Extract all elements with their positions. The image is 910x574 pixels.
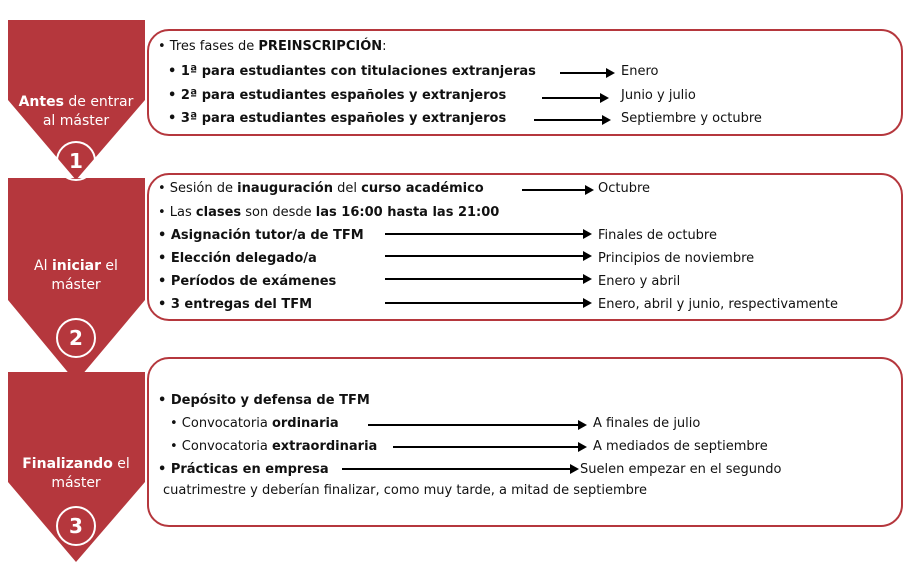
stage-1-label bbox=[16, 93, 136, 131]
stage-3-line-3-target: A mediados de septiembre bbox=[593, 439, 768, 454]
stage-1-line-4-target: Septiembre y octubre bbox=[621, 111, 762, 126]
stage-2-line-3 bbox=[158, 227, 364, 245]
arrow-stage-3-line-3 bbox=[393, 446, 580, 448]
stage-1-line-3 bbox=[168, 87, 506, 105]
stage-2-line-6 bbox=[158, 296, 312, 314]
text-run: clases bbox=[195, 205, 242, 220]
stage-2-label bbox=[16, 257, 136, 295]
text-run: • 3ª para estudiantes españoles y extranjeros bbox=[168, 111, 507, 126]
stage-2-line-4-target: Principios de noviembre bbox=[598, 251, 755, 266]
text-run: : bbox=[382, 39, 387, 54]
text-run: • 2ª para estudiantes españoles y extranjeros bbox=[168, 88, 507, 103]
arrow-stage-2-line-3 bbox=[385, 233, 585, 235]
text-run: PREINSCRIPCIÓN bbox=[258, 39, 383, 54]
stage-3-label bbox=[16, 455, 136, 493]
arrow-stage-2-line-1 bbox=[522, 189, 587, 191]
text-run: extraordinaria bbox=[271, 439, 378, 454]
text-run: inauguración bbox=[237, 181, 333, 196]
arrow-stage-3-line-2 bbox=[368, 424, 580, 426]
arrow-stage-1-line-4 bbox=[534, 119, 604, 121]
stage-2-line-1 bbox=[158, 180, 484, 198]
text-run: • Asignación tutor/a de TFM bbox=[158, 228, 364, 243]
stage-2-line-3-target: Finales de octubre bbox=[598, 228, 717, 243]
text-run: cuatrimestre y deberían finalizar, como muy tarde, a mitad de septiembre bbox=[163, 483, 647, 498]
text-run: • 1ª para estudiantes con titulaciones extranjeras bbox=[168, 64, 536, 79]
text-run: Al bbox=[34, 258, 52, 274]
stage-2-line-6-target: Enero, abril y junio, respectivamente bbox=[598, 297, 838, 312]
stage-2-line-4 bbox=[158, 250, 317, 268]
text-run: las 16:00 hasta las 21:00 bbox=[315, 205, 500, 220]
arrow-stage-1-line-3 bbox=[542, 97, 602, 99]
text-run: curso académico bbox=[361, 181, 484, 196]
stage-1-line-2 bbox=[168, 63, 536, 81]
text-run: iniciar bbox=[51, 258, 101, 274]
text-run: • 3 entregas del TFM bbox=[158, 297, 313, 312]
arrow-stage-2-line-5 bbox=[385, 278, 585, 280]
text-run: • Las bbox=[158, 205, 196, 220]
text-run: ordinaria bbox=[271, 416, 339, 431]
text-run: • Elección delegado/a bbox=[158, 251, 317, 266]
text-run: • Depósito y defensa de TFM bbox=[158, 393, 370, 408]
text-run: el máster bbox=[51, 258, 118, 293]
text-run: de entrar al máster bbox=[42, 94, 134, 129]
arrow-stage-2-line-4 bbox=[385, 255, 585, 257]
text-run: • Sesión de bbox=[158, 181, 238, 196]
text-run: • Convocatoria bbox=[170, 439, 272, 454]
arrow-stage-3-line-4 bbox=[342, 468, 572, 470]
text-run: el máster bbox=[51, 456, 130, 491]
stage-3-line-3 bbox=[170, 438, 377, 456]
stage-1-line-1 bbox=[158, 38, 387, 56]
text-run: del bbox=[333, 181, 362, 196]
text-run: • Tres fases de bbox=[158, 39, 259, 54]
stage-3-line-4-target: Suelen empezar en el segundo bbox=[580, 462, 782, 477]
text-run: Finalizando bbox=[22, 456, 113, 472]
text-run: Antes bbox=[18, 94, 64, 110]
stage-2-line-5 bbox=[158, 273, 336, 291]
text-run: • Convocatoria bbox=[170, 416, 272, 431]
arrow-stage-1-line-2 bbox=[560, 72, 608, 74]
stage-2-number: 2 bbox=[56, 318, 96, 358]
stage-3-line-2 bbox=[170, 415, 339, 433]
text-run: • Prácticas en empresa bbox=[158, 462, 329, 477]
text-run: son desde bbox=[241, 205, 316, 220]
stage-3-line-5 bbox=[163, 482, 647, 500]
stage-3-line-4 bbox=[158, 461, 329, 479]
stage-1-line-3-target: Junio y julio bbox=[621, 88, 696, 103]
stage-2-line-5-target: Enero y abril bbox=[598, 274, 681, 289]
text-run: • Períodos de exámenes bbox=[158, 274, 337, 289]
arrow-stage-2-line-6 bbox=[385, 302, 585, 304]
stage-2-line-2 bbox=[158, 204, 499, 222]
stage-1-line-4 bbox=[168, 110, 506, 128]
stage-1-line-2-target: Enero bbox=[621, 64, 659, 79]
stage-3-line-1 bbox=[158, 392, 370, 410]
stage-3-number: 3 bbox=[56, 506, 96, 546]
stage-1-number: 1 bbox=[56, 141, 96, 181]
stage-3-line-2-target: A finales de julio bbox=[593, 416, 701, 431]
stage-2-line-1-target: Octubre bbox=[598, 181, 651, 196]
